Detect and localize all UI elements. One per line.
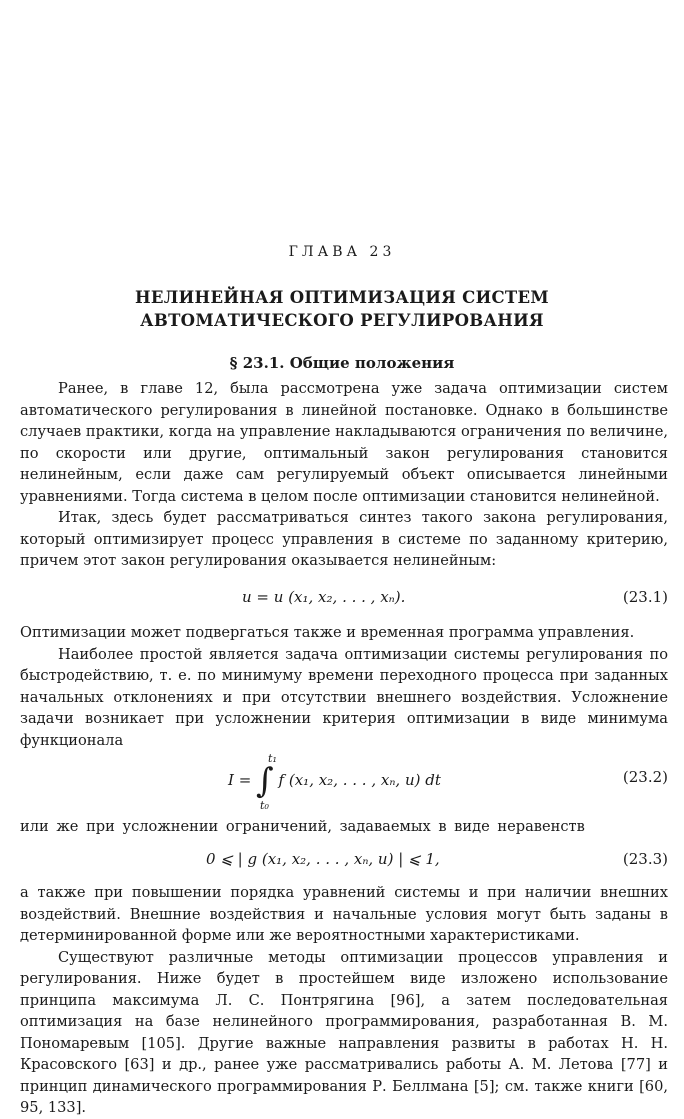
equation-23-3 bbox=[20, 850, 668, 874]
text-block-1 bbox=[20, 378, 668, 572]
chapter-title bbox=[0, 286, 684, 332]
equation-23-3-number: (23.3) bbox=[622, 850, 668, 868]
chapter-title-line-1: НЕЛИНЕЙНАЯ ОПТИМИЗАЦИЯ СИСТЕМ bbox=[135, 288, 549, 307]
equation-23-1 bbox=[20, 588, 668, 612]
integral-icon: ∫ bbox=[256, 761, 274, 801]
chapter-title-line-2: АВТОМАТИЧЕСКОГО РЕГУЛИРОВАНИЯ bbox=[140, 311, 544, 330]
integral-upper-limit: t₁ bbox=[268, 752, 277, 765]
equation-23-2-lhs: I = bbox=[228, 771, 252, 789]
equation-23-2-number: (23.2) bbox=[622, 768, 668, 786]
equation-23-2-integrand: f (x₁, x₂, . . . , xₙ, u) dt bbox=[278, 771, 441, 789]
text-block-2 bbox=[20, 622, 668, 751]
paragraph-7: Существуют различные методы оптимизации процессов управления и регулирования. Ниже будет в простейшем виде изложено использование принципа максимума Л. С. Понтрягина [96], а затем последовательная оптимизация на базе нелинейного программирования, разработанная В. М. Пономаревым [105]. Другие важные направления развиты в работах Н. Н. Красовского [63] и др., ранее уже рассматривались работы А. М. Летова [77] и принцип динамического программирования Р. Беллмана [5]; см. также книги [60, 95, 133]. bbox=[20, 948, 668, 1116]
paragraph-4: Наиболее простой является задача оптимизации системы регулирования по быстродействию, т. е. по минимуму времени переходного процесса при заданных начальных отклонениях и при отсутствии внешнего воздействия. Усложнение задачи возникает при усложнении критерия оптимизации в виде минимума функционала bbox=[20, 645, 668, 749]
section-heading: § 23.1. Общие положения bbox=[229, 354, 455, 372]
text-block-4 bbox=[20, 882, 668, 1119]
paragraph-6: а также при повышении порядка уравнений системы и при наличии внешних воздействий. Внешние воздействия и начальные условия могут быть заданы в детерминированной форме или же вероятностными характеристиками. bbox=[20, 884, 668, 944]
text-block-3 bbox=[20, 816, 668, 838]
paragraph-2: Итак, здесь будет рассматриваться синтез такого закона регулирования, который оптимизирует процесс управления в системе по заданному критерию, причем этот закон регулирования оказывается нелинейным: bbox=[20, 509, 668, 569]
equation-23-1-expression: u = u (x₁, x₂, . . . , xₙ). bbox=[242, 588, 406, 606]
equation-23-1-number: (23.1) bbox=[622, 588, 668, 606]
paragraph-1: Ранее, в главе 12, была рассмотрена уже задача оптимизации систем автоматического регулирования в линейной постановке. Однако в большинстве случаев практики, когда на управление накладываются ограничения по величине, по скорости или другие, оптимальный закон регулирования становится нелинейным, если даже сам регулируемый объект описывается линейными уравнениями. Тогда система в целом после оптимизации становится нелинейной. bbox=[20, 380, 668, 505]
chapter-heading: ГЛАВА 23 bbox=[288, 244, 396, 260]
equation-23-3-expression: 0 ⩽ | g (x₁, x₂, . . . , xₙ, u) | ⩽ 1, bbox=[206, 850, 440, 868]
equation-23-2 bbox=[20, 752, 668, 812]
integral-sign bbox=[256, 752, 277, 812]
integral-lower-limit: t₀ bbox=[260, 799, 269, 812]
paragraph-5: или же при усложнении ограничений, задаваемых в виде неравенств bbox=[20, 818, 585, 835]
paragraph-3: Оптимизации может подвергаться также и временная программа управления. bbox=[20, 624, 635, 641]
equation-23-2-expression bbox=[228, 752, 441, 812]
